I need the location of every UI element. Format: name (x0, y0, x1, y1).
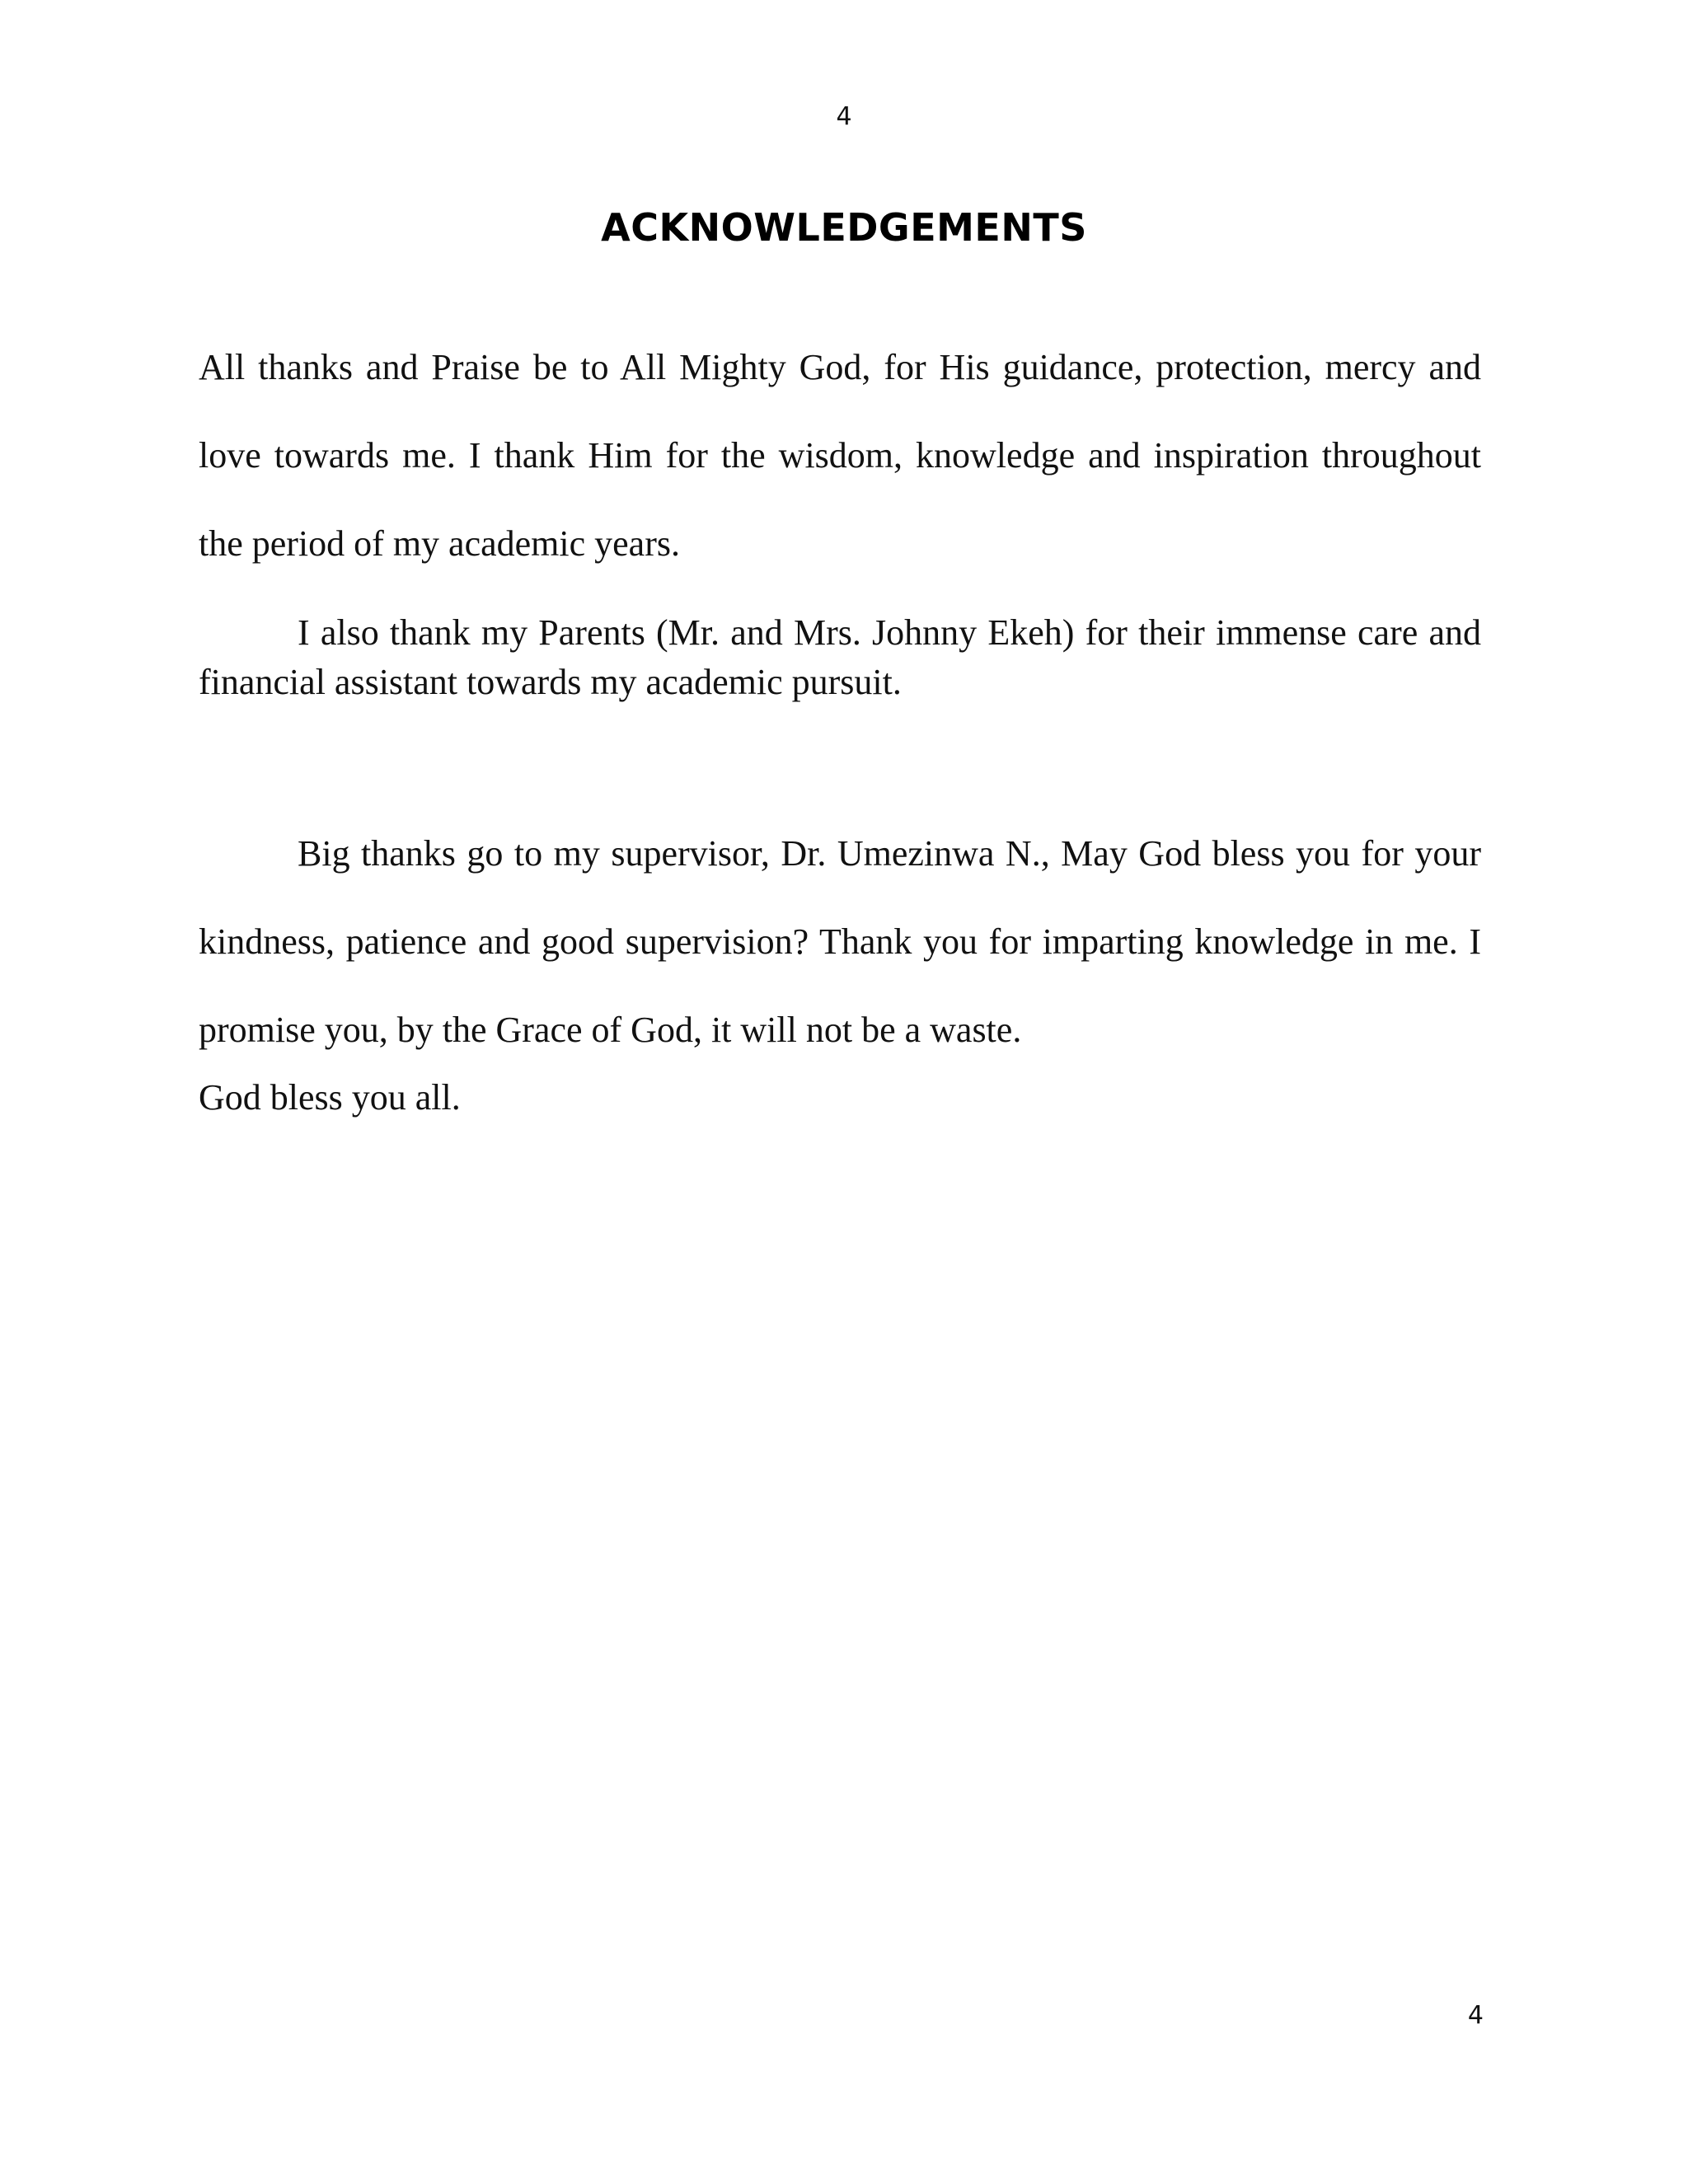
paragraph-parents: I also thank my Parents (Mr. and Mrs. Johnny Ekeh) for their immense care and financial assistant towards my academic pursuit. (199, 612, 1481, 702)
page-title: ACKNOWLEDGEMENTS (601, 205, 1087, 250)
header-page-number: 4 (836, 102, 852, 131)
paragraph-praise: All thanks and Praise be to All Mighty God, for His guidance, protection, mercy and love towards me. I thank Him for the wisdom, knowledge and inspiration throughout the period of my academic years. (199, 347, 1481, 564)
paragraph-closing: God bless you all. (199, 1077, 461, 1118)
footer-page-number: 4 (1467, 2001, 1484, 2030)
paragraph-supervisor: Big thanks go to my supervisor, Dr. Umezinwa N., May God bless you for your kindness, patience and good supervision? Thank you for imparting knowledge in me. I promise you, by the Grace of God, it will not be a waste. (199, 833, 1481, 1050)
